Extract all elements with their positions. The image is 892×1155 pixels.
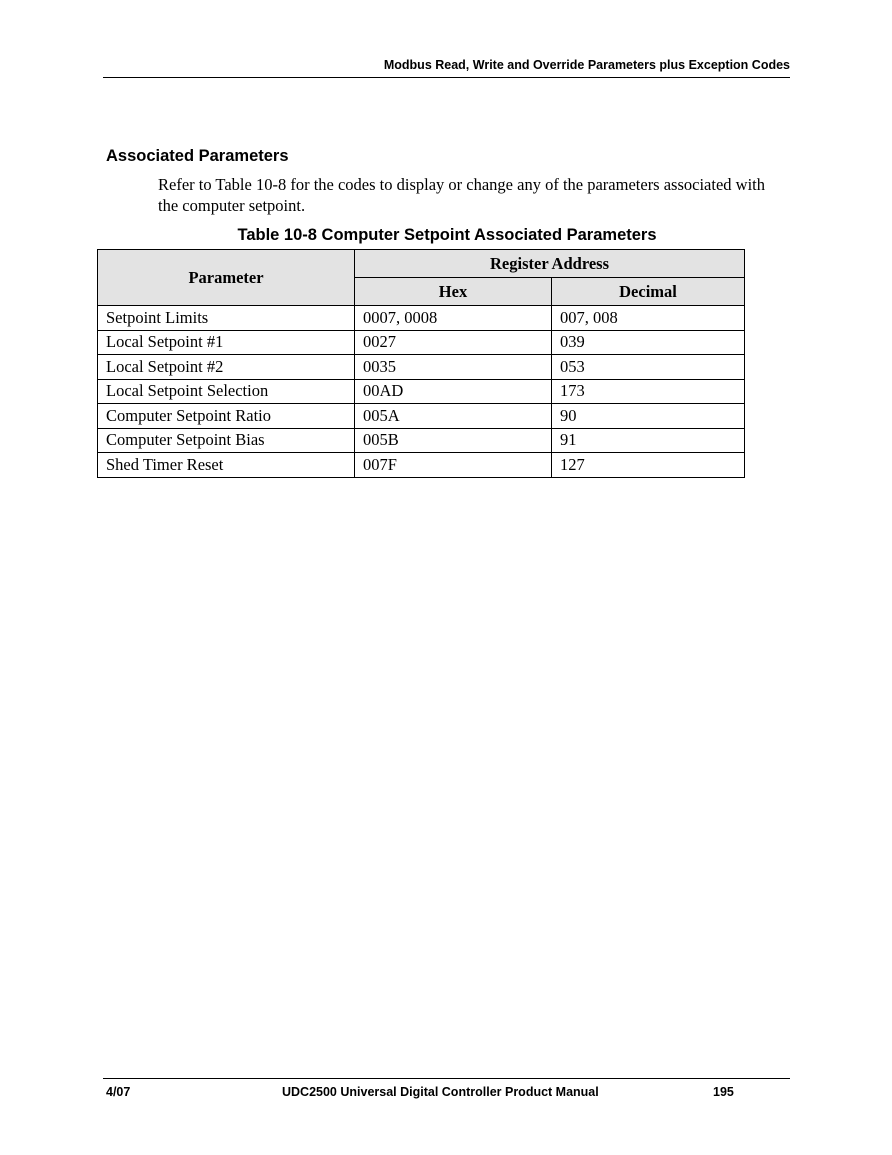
cell-parameter: Setpoint Limits [98,306,355,331]
cell-decimal: 91 [552,428,745,453]
table-header-row [98,250,745,278]
header-rule [103,77,790,78]
cell-parameter: Local Setpoint #2 [98,355,355,380]
column-header-parameter: Parameter [98,250,355,306]
cell-decimal: 007, 008 [552,306,745,331]
table-row [98,306,745,331]
cell-decimal: 173 [552,379,745,404]
column-header-register-address: Register Address [355,250,745,278]
cell-parameter: Computer Setpoint Bias [98,428,355,453]
table-body [98,306,745,478]
body-paragraph: Refer to Table 10-8 for the codes to display or change any of the parameters associated with the computer setpoint. [158,175,765,215]
cell-hex: 005B [355,428,552,453]
table-row [98,355,745,380]
cell-hex: 0027 [355,330,552,355]
column-header-decimal: Decimal [552,278,745,306]
table-row [98,379,745,404]
table-row [98,330,745,355]
cell-decimal: 90 [552,404,745,429]
footer-manual-title: UDC2500 Universal Digital Controller Product Manual [282,1085,599,1099]
table-header [98,250,745,306]
table-caption: Table 10-8 Computer Setpoint Associated Parameters [237,226,657,244]
cell-hex: 0007, 0008 [355,306,552,331]
cell-parameter: Local Setpoint Selection [98,379,355,404]
cell-parameter: Shed Timer Reset [98,453,355,478]
cell-parameter: Local Setpoint #1 [98,330,355,355]
cell-hex: 007F [355,453,552,478]
cell-hex: 00AD [355,379,552,404]
column-header-hex: Hex [355,278,552,306]
page-number: 195 [713,1085,734,1099]
cell-decimal: 127 [552,453,745,478]
footer-date: 4/07 [106,1085,131,1099]
table-row [98,428,745,453]
cell-decimal: 039 [552,330,745,355]
cell-hex: 005A [355,404,552,429]
cell-decimal: 053 [552,355,745,380]
table-row [98,453,745,478]
cell-parameter: Computer Setpoint Ratio [98,404,355,429]
footer-rule [103,1078,790,1079]
table-row [98,404,745,429]
parameters-table [97,249,745,478]
cell-hex: 0035 [355,355,552,380]
running-header: Modbus Read, Write and Override Parameters plus Exception Codes [383,58,790,72]
section-heading: Associated Parameters [106,147,289,165]
